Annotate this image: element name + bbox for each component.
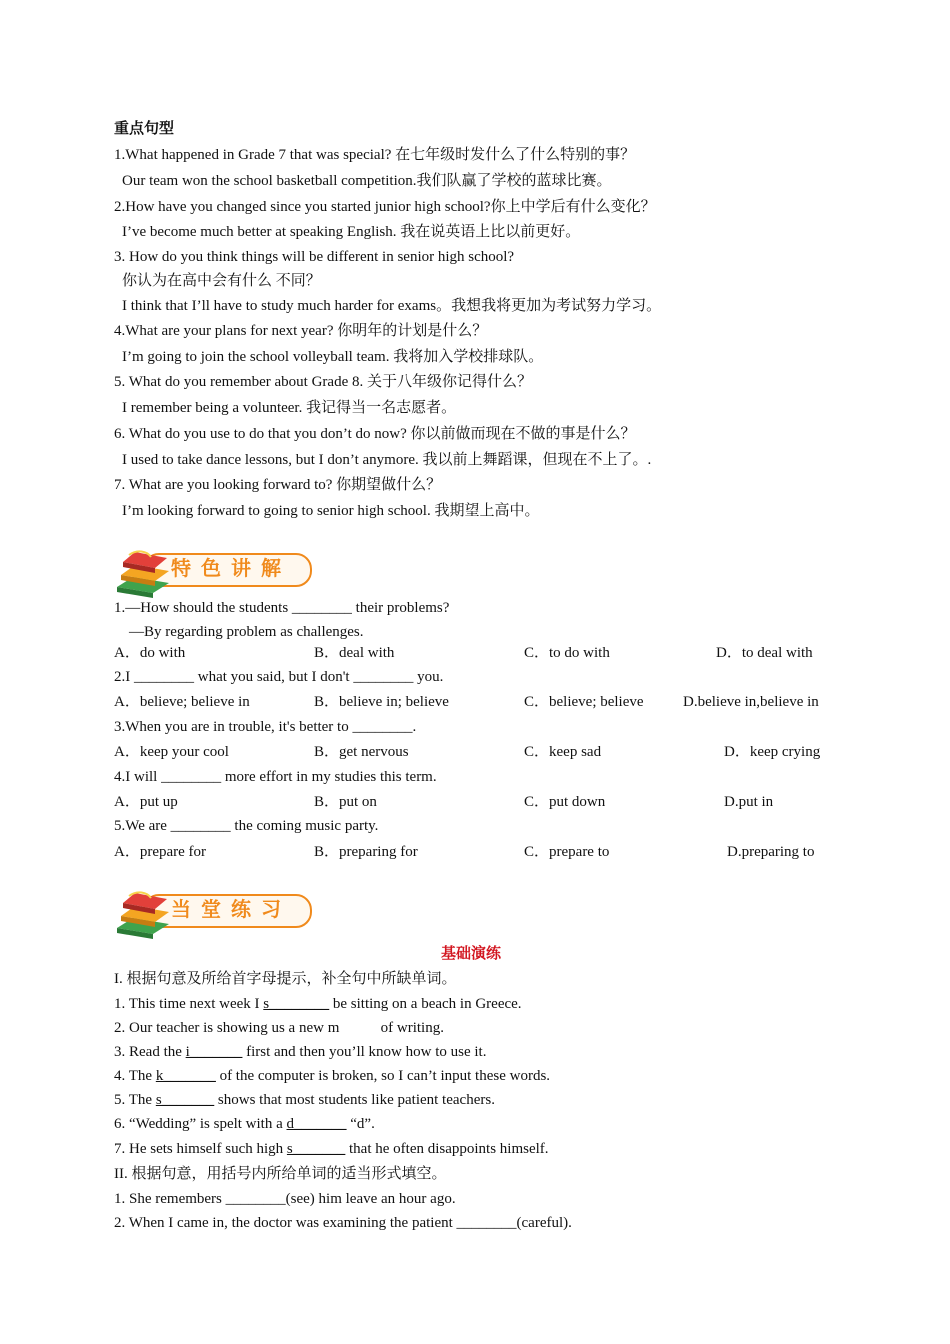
blank-hint: i_______	[185, 1044, 243, 1060]
sentence-line: 7. What are you looking forward to? 你期望做什么？	[114, 477, 442, 493]
practice-text: “d”.	[346, 1116, 375, 1132]
sentence-line: Our team won the school basketball competition.我们队赢了学校的蓝球比赛。	[122, 173, 612, 189]
option-a: A．prepare for	[114, 844, 207, 860]
sentence-line: I’m going to join the school volleyball team. 我将加入学校排球队。	[122, 349, 544, 365]
option-d: D.preparing to	[727, 844, 815, 860]
practice-item	[114, 994, 522, 1014]
practice-item	[114, 1066, 550, 1086]
question: 2.I ________ what you said, but I don't ________ you.	[114, 669, 444, 685]
question: —By regarding problem as challenges.	[129, 624, 364, 640]
practice-text: that he often disappoints himself.	[345, 1141, 549, 1157]
practice-item: 2. When I came in, the doctor was examining the patient ________(careful).	[114, 1215, 572, 1231]
banner-feature-explanation	[113, 547, 313, 599]
part-title: II. 根据句意，用括号内所给单词的适当形式填空。	[114, 1166, 447, 1182]
practice-item	[114, 1114, 375, 1134]
section-title: 重点句型	[114, 121, 175, 137]
practice-text: 1. This time next week I	[114, 996, 264, 1012]
option-b: B．get nervous	[314, 744, 409, 760]
blank-hint: s_______	[155, 1092, 215, 1108]
question: 4.I will ________ more effort in my studies this term.	[114, 769, 437, 785]
option-c: C．believe; believe	[524, 694, 644, 710]
practice-text: first and then you’ll know how to use it.	[242, 1044, 487, 1060]
option-a: A．believe; believe in	[114, 694, 250, 710]
blank-hint	[339, 1020, 377, 1036]
sentence-line: I think that I’ll have to study much harder for exams。我想我将更加为考试努力学习。	[122, 298, 662, 314]
practice-text: of the computer is broken, so I can’t input these words.	[215, 1068, 551, 1084]
sentence-line: I remember being a volunteer. 我记得当一名志愿者。	[122, 400, 457, 416]
practice-text: 7. He sets himself such high	[114, 1141, 287, 1157]
sentence-line: I used to take dance lessons, but I don’t anymore. 我以前上舞蹈课，但现在不上了。.	[122, 452, 652, 468]
option-d: D.believe in,believe in	[683, 694, 819, 710]
practice-text: of writing.	[376, 1020, 444, 1036]
option-d: D.put in	[724, 794, 774, 810]
option-b: B．deal with	[314, 645, 395, 661]
option-c: C．keep sad	[524, 744, 602, 760]
part-title: I. 根据句意及所给首字母提示，补全句中所缺单词。	[114, 971, 457, 987]
banner-classroom-practice	[113, 888, 313, 940]
option-b: B．preparing for	[314, 844, 418, 860]
practice-item	[114, 1018, 444, 1038]
practice-text: 3. Read the	[114, 1044, 186, 1060]
practice-text: shows that most students like patient teachers.	[214, 1092, 495, 1108]
option-c: C．prepare to	[524, 844, 610, 860]
practice-text: 5. The	[114, 1092, 156, 1108]
books-icon	[113, 888, 173, 940]
blank-hint: k_______	[155, 1068, 216, 1084]
option-c: C．put down	[524, 794, 606, 810]
practice-heading: 基础演练	[441, 946, 502, 962]
sentence-line: 2.How have you changed since you started junior high school?你上中学后有什么变化？	[114, 199, 656, 215]
banner-title: 特色讲解	[171, 556, 291, 580]
banner-title: 当堂练习	[171, 897, 291, 921]
option-d: D．to deal with	[716, 645, 813, 661]
sentence-line: 5. What do you remember about Grade 8. 关于八年级你记得什么？	[114, 374, 532, 390]
question: 1.—How should the students ________ their problems?	[114, 600, 450, 616]
option-d: D．keep crying	[724, 744, 821, 760]
sentence-line: I’m looking forward to going to senior high school. 我期望上高中。	[122, 503, 540, 519]
sentence-line: 3. How do you think things will be different in senior high school?	[114, 249, 515, 265]
option-b: B．put on	[314, 794, 377, 810]
practice-text: 2. Our teacher is showing us a new m	[114, 1020, 340, 1036]
practice-item	[114, 1139, 549, 1159]
sentence-line: I’ve become much better at speaking English. 我在说英语上比以前更好。	[122, 224, 581, 240]
option-c: C．to do with	[524, 645, 610, 661]
blank-hint: d_______	[286, 1116, 347, 1132]
option-a: A．put up	[114, 794, 178, 810]
question: 5.We are ________ the coming music party.	[114, 818, 379, 834]
practice-text: be sitting on a beach in Greece.	[329, 996, 522, 1012]
sentence-line: 4.What are your plans for next year? 你明年的计划是什么？	[114, 323, 488, 339]
sentence-line: 6. What do you use to do that you don’t do now? 你以前做而现在不做的事是什么？	[114, 426, 636, 442]
option-a: A．keep your cool	[114, 744, 229, 760]
practice-item	[114, 1042, 486, 1062]
practice-item: 1. She remembers ________(see) him leave an hour ago.	[114, 1191, 456, 1207]
blank-hint: s_______	[286, 1141, 346, 1157]
books-icon	[113, 547, 173, 599]
practice-text: 4. The	[114, 1068, 156, 1084]
sentence-line: 你认为在高中会有什么 不同？	[122, 273, 321, 289]
practice-text: 6. “Wedding” is spelt with a	[114, 1116, 287, 1132]
blank-hint: s________	[263, 996, 330, 1012]
practice-item	[114, 1090, 495, 1110]
question: 3.When you are in trouble, it's better to ________.	[114, 719, 417, 735]
sentence-line: 1.What happened in Grade 7 that was special? 在七年级时发什么了什么特别的事？	[114, 147, 636, 163]
option-a: A．do with	[114, 645, 186, 661]
option-b: B．believe in; believe	[314, 694, 449, 710]
